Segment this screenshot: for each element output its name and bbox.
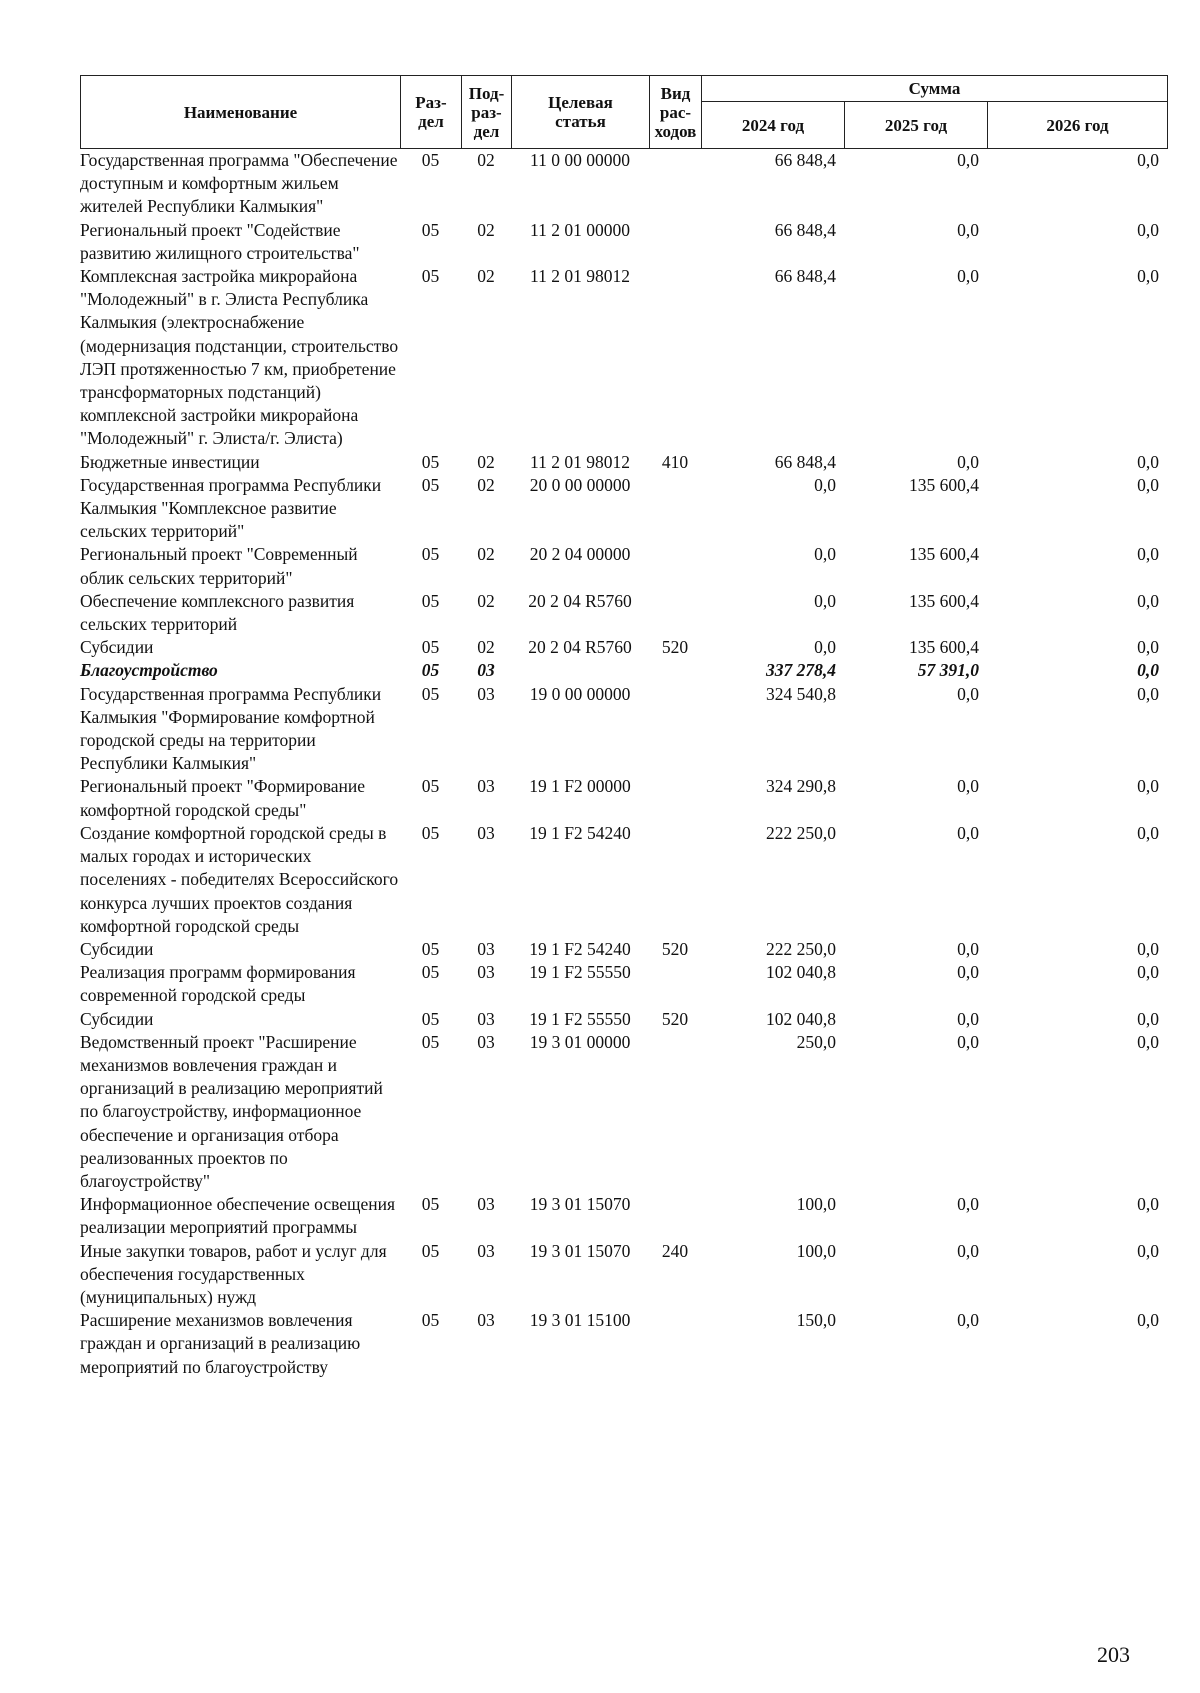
row-razdel: 05: [421, 637, 440, 658]
header-2025: 2025 год: [845, 102, 988, 149]
row-podrazdel: 02: [477, 266, 495, 287]
row-razdel: 05: [421, 683, 440, 704]
row-target: 19 1 F2 55550: [529, 1008, 631, 1029]
row-podrazdel: 03: [477, 660, 495, 681]
table-row: [80, 265, 1167, 451]
row-target: 20 2 04 R5760: [528, 590, 632, 611]
row-target: 19 3 01 15070: [529, 1194, 631, 1215]
row-razdel: 05: [421, 451, 440, 472]
table-row: [80, 543, 1167, 589]
row-podrazdel: 02: [477, 474, 495, 495]
row-name: Государственная программа "Обеспечение доступным и комфортным жильем жителей Республики Калмыкия": [80, 150, 398, 217]
row-sum-2026: 0,0: [1137, 544, 1159, 565]
row-name: Субсидии: [80, 938, 154, 959]
row-sum-2026: 0,0: [1137, 590, 1159, 611]
row-name: Государственная программа Республики Калмыкия "Комплексное развитие сельских территорий": [80, 474, 382, 542]
row-razdel: 05: [421, 1310, 440, 1331]
row-podrazdel: 02: [477, 544, 495, 565]
row-sum-2025: 135 600,4: [909, 474, 979, 495]
row-razdel: 05: [421, 150, 440, 170]
row-vid: [649, 775, 701, 821]
row-sum-2024: 100,0: [796, 1194, 836, 1215]
row-sum-2024: 102 040,8: [766, 1008, 836, 1029]
table-row: [80, 775, 1167, 821]
row-sum-2025: 0,0: [957, 1031, 979, 1052]
row-sum-2026: 0,0: [1137, 962, 1159, 983]
row-name: Информационное обеспечение освещения реализации мероприятий программы: [80, 1194, 396, 1238]
row-sum-2025: 57 391,0: [917, 660, 979, 681]
row-target: 20 0 00 00000: [529, 474, 631, 495]
row-razdel: 05: [421, 1031, 440, 1052]
row-sum-2025: 0,0: [957, 962, 979, 983]
header-target: Целевая статья: [512, 76, 650, 149]
table-row: [80, 822, 1167, 938]
row-sum-2024: 66 848,4: [774, 150, 836, 170]
row-vid: 520: [661, 938, 689, 959]
table-row: [80, 683, 1167, 776]
row-sum-2024: 150,0: [796, 1310, 836, 1331]
row-sum-2026: 0,0: [1137, 1240, 1159, 1261]
row-sum-2025: 135 600,4: [909, 637, 979, 658]
header-name: Наименование: [81, 76, 401, 149]
row-podrazdel: 03: [477, 822, 495, 843]
row-sum-2025: 0,0: [957, 938, 979, 959]
row-podrazdel: 03: [477, 1310, 495, 1331]
row-name: Комплексная застройка микрорайона "Молодежный" в г. Элиста Республика Калмыкия (электроснабжение (модернизация подстанции, строительство ЛЭП протяженностью 7 км, приобретение трансформаторных подстанций) комплексной застройки микрорайона "Молодежный" г. Элиста/г. Элиста): [80, 266, 399, 449]
row-podrazdel: 03: [477, 938, 495, 959]
table-row: [80, 1309, 1167, 1379]
row-sum-2025: 0,0: [957, 776, 979, 797]
row-sum-2024: 337 278,4: [766, 660, 836, 681]
header-vid: Вид рас- ходов: [650, 76, 702, 149]
row-sum-2024: 324 290,8: [766, 776, 836, 797]
row-vid: 240: [661, 1240, 689, 1261]
row-razdel: 05: [421, 474, 440, 495]
row-vid: [649, 1031, 701, 1193]
row-vid: 410: [661, 451, 689, 472]
row-razdel: 05: [421, 219, 440, 240]
row-name: Обеспечение комплексного развития сельских территорий: [80, 590, 355, 635]
row-target: [511, 659, 649, 682]
row-target: 20 2 04 R5760: [528, 637, 632, 658]
row-vid: [649, 1309, 701, 1379]
row-target: 19 1 F2 54240: [529, 938, 631, 959]
row-vid: [649, 822, 701, 938]
table-row: [80, 1193, 1167, 1239]
row-sum-2024: 0,0: [814, 637, 836, 658]
row-sum-2026: 0,0: [1137, 451, 1159, 472]
row-sum-2026: 0,0: [1137, 219, 1159, 240]
row-target: 19 3 01 15100: [529, 1310, 631, 1331]
row-name: Субсидии: [80, 1008, 154, 1029]
row-podrazdel: 03: [477, 1031, 495, 1052]
row-podrazdel: 03: [477, 1240, 495, 1261]
row-sum-2024: 0,0: [814, 474, 836, 495]
row-vid: [649, 474, 701, 544]
row-target: 19 1 F2 54240: [529, 822, 631, 843]
budget-table: [80, 149, 1167, 1379]
row-vid: 520: [661, 637, 689, 658]
row-name: Региональный проект "Содействие развитию жилищного строительства": [80, 219, 360, 263]
table-header: [80, 75, 1168, 149]
row-sum-2024: 100,0: [796, 1240, 836, 1261]
row-sum-2024: 222 250,0: [766, 822, 836, 843]
row-sum-2024: 66 848,4: [774, 451, 836, 472]
row-sum-2025: 0,0: [957, 1240, 979, 1261]
row-podrazdel: 02: [477, 150, 495, 170]
row-vid: 520: [661, 1008, 689, 1029]
row-podrazdel: 02: [477, 451, 495, 472]
row-vid: [649, 543, 701, 589]
row-podrazdel: 02: [477, 590, 495, 611]
row-sum-2026: 0,0: [1137, 938, 1159, 959]
row-razdel: 05: [421, 590, 440, 611]
row-sum-2024: 324 540,8: [766, 683, 836, 704]
row-sum-2025: 0,0: [957, 1008, 979, 1029]
row-vid: [649, 590, 701, 636]
row-razdel: 05: [421, 1008, 440, 1029]
row-name: Ведомственный проект "Расширение механизмов вовлечения граждан и организаций в реализацию мероприятий по благоустройству, информационное обеспечение и организация отбора реализованных проектов по благоустройству": [80, 1031, 383, 1191]
row-podrazdel: 03: [477, 776, 495, 797]
row-sum-2025: 0,0: [957, 266, 979, 287]
row-razdel: 05: [421, 1194, 440, 1215]
page-number: 203: [1097, 1642, 1130, 1667]
row-sum-2025: 0,0: [957, 150, 979, 170]
row-vid: [649, 149, 701, 219]
row-target: 19 1 F2 55550: [529, 962, 631, 983]
row-sum-2024: 0,0: [814, 590, 836, 611]
table-row: [80, 149, 1167, 219]
header-podrazdel: Под- раз- дел: [462, 76, 512, 149]
row-sum-2025: 0,0: [957, 451, 979, 472]
row-name: Региональный проект "Формирование комфортной городской среды": [80, 776, 366, 820]
row-razdel: 05: [421, 266, 440, 287]
row-target: 11 0 00 00000: [530, 150, 630, 170]
row-razdel: 05: [421, 1240, 440, 1261]
row-name: Субсидии: [80, 637, 154, 658]
row-name: Бюджетные инвестиции: [80, 451, 260, 472]
row-target: 11 2 01 98012: [530, 266, 630, 287]
table-row: [80, 590, 1167, 636]
row-podrazdel: 03: [477, 1194, 495, 1215]
row-name: Создание комфортной городской среды в малых городах и исторических поселениях - победителях Всероссийского конкурса лучших проектов создания комфортной городской среды: [80, 822, 399, 936]
header-2026: 2026 год: [988, 102, 1168, 149]
row-sum-2026: 0,0: [1137, 683, 1159, 704]
row-podrazdel: 02: [477, 637, 495, 658]
row-target: 19 0 00 00000: [529, 683, 631, 704]
row-razdel: 05: [421, 660, 440, 681]
row-sum-2026: 0,0: [1137, 637, 1159, 658]
row-target: 20 2 04 00000: [529, 544, 631, 565]
row-target: 19 1 F2 00000: [529, 776, 631, 797]
table-row: [80, 636, 1167, 659]
header-2024: 2024 год: [702, 102, 845, 149]
row-sum-2025: 0,0: [957, 219, 979, 240]
row-vid: [649, 961, 701, 1007]
row-name: Региональный проект "Современный облик сельских территорий": [80, 544, 358, 588]
table-row: [80, 451, 1167, 474]
row-podrazdel: 03: [477, 962, 495, 983]
row-vid: [649, 219, 701, 265]
row-sum-2024: 250,0: [796, 1031, 836, 1052]
row-sum-2026: 0,0: [1137, 150, 1159, 170]
row-razdel: 05: [421, 962, 440, 983]
row-sum-2024: 0,0: [814, 544, 836, 565]
row-sum-2026: 0,0: [1137, 660, 1159, 681]
row-sum-2026: 0,0: [1137, 474, 1159, 495]
row-name: Реализация программ формирования современной городской среды: [80, 962, 356, 1006]
row-podrazdel: 03: [477, 1008, 495, 1029]
row-sum-2025: 0,0: [957, 822, 979, 843]
row-razdel: 05: [421, 938, 440, 959]
table-row: [80, 1031, 1167, 1193]
table-row: [80, 1240, 1167, 1310]
header-summa: Сумма: [702, 76, 1168, 102]
row-sum-2025: 0,0: [957, 1194, 979, 1215]
table-row: [80, 961, 1167, 1007]
table-row: [80, 659, 1167, 682]
table-row: [80, 219, 1167, 265]
header-razdel: Раз- дел: [401, 76, 462, 149]
row-podrazdel: 03: [477, 683, 495, 704]
row-target: 11 2 01 98012: [530, 451, 630, 472]
row-sum-2025: 135 600,4: [909, 544, 979, 565]
row-sum-2025: 0,0: [957, 683, 979, 704]
row-razdel: 05: [421, 822, 440, 843]
row-sum-2026: 0,0: [1137, 266, 1159, 287]
row-vid: [649, 659, 701, 682]
row-sum-2025: 0,0: [957, 1310, 979, 1331]
row-vid: [649, 683, 701, 776]
row-sum-2024: 66 848,4: [774, 266, 836, 287]
row-sum-2026: 0,0: [1137, 1008, 1159, 1029]
row-target: 19 3 01 15070: [529, 1240, 631, 1261]
row-podrazdel: 02: [477, 219, 495, 240]
row-target: 11 2 01 00000: [530, 219, 630, 240]
table-row: [80, 1008, 1167, 1031]
row-vid: [649, 265, 701, 451]
row-sum-2026: 0,0: [1137, 1310, 1159, 1331]
row-name: Благоустройство: [80, 660, 218, 681]
row-sum-2026: 0,0: [1137, 1031, 1159, 1052]
row-razdel: 05: [421, 544, 440, 565]
row-vid: [649, 1193, 701, 1239]
row-name: Иные закупки товаров, работ и услуг для обеспечения государственных (муниципальных) нужд: [80, 1240, 387, 1307]
row-sum-2025: 135 600,4: [909, 590, 979, 611]
row-target: 19 3 01 00000: [529, 1031, 631, 1052]
table-row: [80, 474, 1167, 544]
row-sum-2026: 0,0: [1137, 1194, 1159, 1215]
row-name: Расширение механизмов вовлечения граждан и организаций в реализацию мероприятий по благоустройству: [80, 1310, 361, 1377]
row-sum-2024: 222 250,0: [766, 938, 836, 959]
row-name: Государственная программа Республики Калмыкия "Формирование комфортной городской среды на территории Республики Калмыкия": [80, 683, 382, 774]
table-row: [80, 938, 1167, 961]
row-sum-2024: 66 848,4: [774, 219, 836, 240]
row-sum-2026: 0,0: [1137, 822, 1159, 843]
row-sum-2024: 102 040,8: [766, 962, 836, 983]
row-sum-2026: 0,0: [1137, 776, 1159, 797]
row-razdel: 05: [421, 776, 440, 797]
